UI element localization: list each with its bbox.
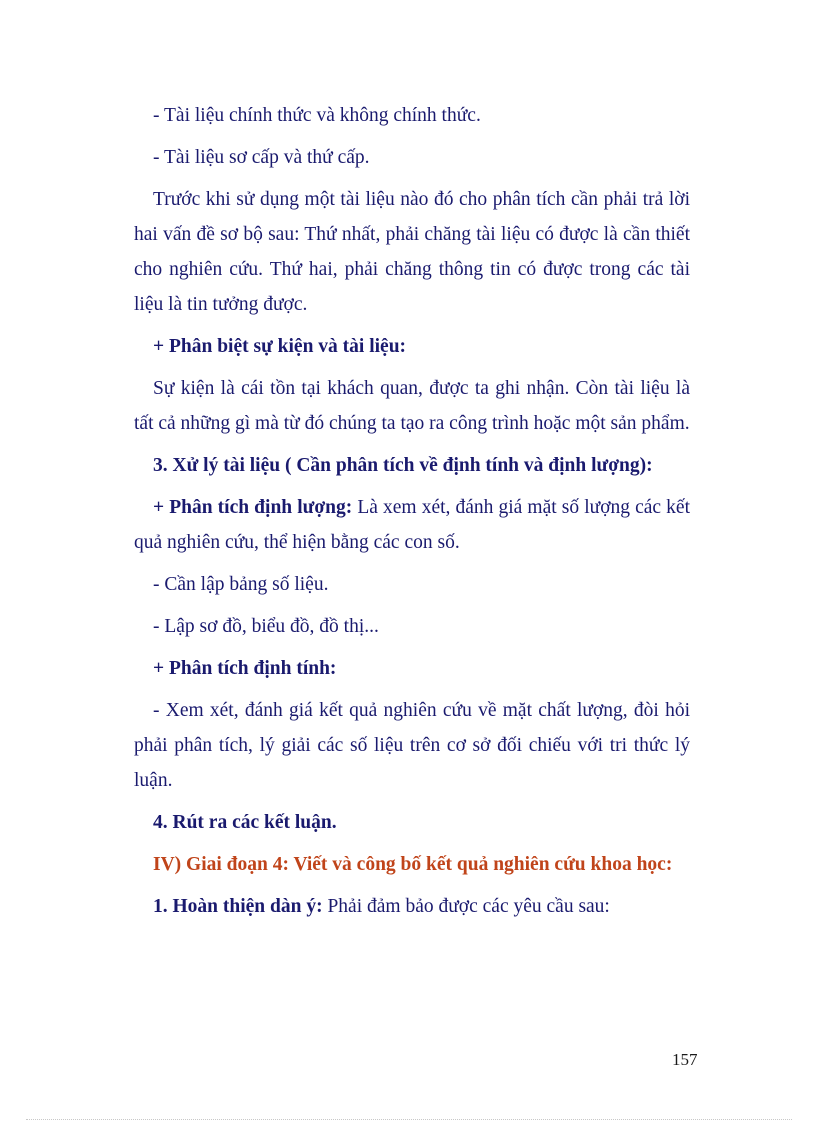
paragraph-complete-outline	[134, 889, 690, 924]
list-item-data-table: - Cần lập bảng số liệu.	[153, 574, 329, 595]
complete-outline-label: 1. Hoàn thiện dàn ý:	[153, 896, 323, 917]
list-item-official-documents: - Tài liệu chính thức và không chính thức.	[153, 105, 481, 126]
bottom-divider	[26, 1119, 792, 1120]
paragraph-facts-definition: Sự kiện là cái tồn tại khách quan, được ta ghi nhận. Còn tài liệu là tất cả những gì mà từ đó chúng ta tạo ra công trình hoặc một sản phẩm.	[134, 378, 690, 434]
subheading-qualitative-analysis: + Phân tích định tính:	[153, 658, 337, 679]
subheading-distinguish-facts-documents: + Phân biệt sự kiện và tài liệu:	[153, 336, 407, 357]
heading-draw-conclusions: 4. Rút ra các kết luận.	[153, 812, 337, 833]
quantitative-analysis-label: + Phân tích định lượng:	[153, 497, 353, 518]
paragraph-quantitative-analysis	[134, 490, 690, 560]
complete-outline-text: Phải đảm bảo được các yêu cầu sau:	[322, 896, 610, 917]
list-item-primary-secondary-documents: - Tài liệu sơ cấp và thứ cấp.	[153, 147, 370, 168]
heading-process-documents: 3. Xử lý tài liệu ( Cần phân tích về định tính và định lượng):	[153, 455, 653, 476]
list-item-charts: - Lập sơ đồ, biểu đồ, đồ thị...	[153, 616, 379, 637]
paragraph-preliminary-questions: Trước khi sử dụng một tài liệu nào đó cho phân tích cần phải trả lời hai vấn đề sơ bộ sau: Thứ nhất, phải chăng tài liệu có được là cần thiết cho nghiên cứu. Thứ hai, phải chăng thông tin có được trong các tài liệu là tin tưởng được.	[134, 189, 690, 315]
quantitative-analysis-text: Là xem xét, đánh giá mặt số lượng các kết quả nghiên cứu, thể hiện bằng các con số.	[134, 497, 690, 553]
page-number: 157	[672, 1050, 698, 1069]
section-heading-stage-4: IV) Giai đoạn 4: Viết và công bố kết quả nghiên cứu khoa học:	[153, 854, 673, 875]
paragraph-qualitative-analysis: - Xem xét, đánh giá kết quả nghiên cứu về mặt chất lượng, đòi hỏi phải phân tích, lý giải các số liệu trên cơ sở đối chiếu với tri thức lý luận.	[134, 700, 690, 791]
page-body	[134, 98, 690, 931]
